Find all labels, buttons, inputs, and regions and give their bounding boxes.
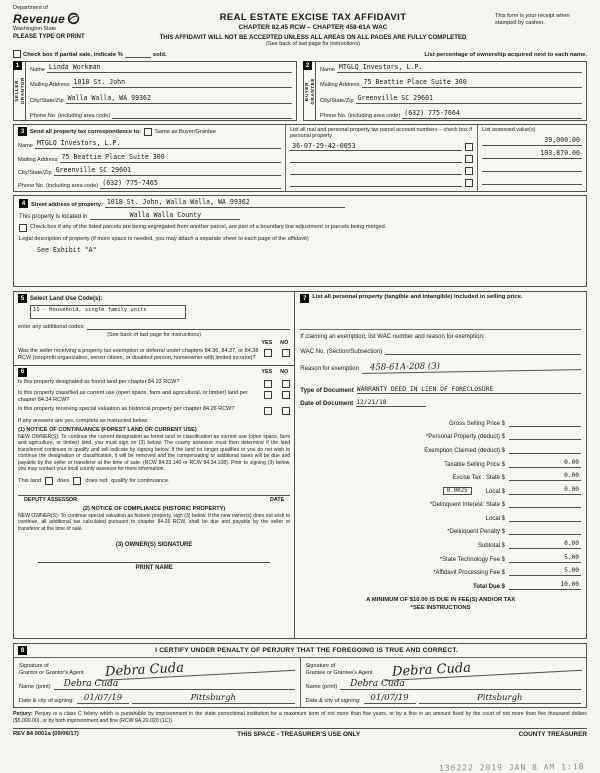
section-6-badge: 6 [18, 368, 27, 377]
wac-label: WAC No. (Section/Subsection) [300, 349, 383, 356]
grantee-name-print-field[interactable]: Debra Cuda [340, 679, 581, 690]
subtotal-label: Subtotal $ [477, 543, 505, 550]
personal-property-checkbox-4[interactable] [465, 179, 473, 187]
does-checkbox[interactable] [45, 477, 53, 485]
excise-tax-state-field[interactable]: 0.00 [509, 472, 581, 481]
county-treasurer-label: COUNTY TREASURER [518, 730, 587, 738]
grantor-name-print-label: Name (print) [19, 684, 51, 691]
parcel-number-field[interactable] [290, 167, 462, 175]
assessed-value-field[interactable] [482, 176, 582, 185]
buyer-address-field[interactable]: 75 Beattie Place Suite 300 [362, 79, 583, 88]
seller-phone-label: Phone No. (including area code) [30, 113, 111, 120]
see-back-note-2: (See back of last page for instructions) [107, 332, 202, 339]
delinquent-interest-state-label: *Delinquent Interest: State $ [429, 502, 505, 509]
partial-sale-checkbox[interactable] [13, 50, 21, 58]
corr-name-label: Name [18, 143, 33, 150]
seller-section [13, 61, 297, 121]
subtotal-field[interactable]: 0.00 [509, 540, 581, 549]
forest-land-section [14, 366, 294, 638]
this-land-label: This land [18, 477, 42, 484]
buyer-phone-field[interactable]: (632) 775-7664 [402, 110, 582, 119]
section-5-badge: 5 [18, 294, 27, 303]
assessed-values-header: List assessed value(s) [482, 127, 536, 134]
personal-property-checkbox-1[interactable] [465, 143, 473, 151]
qualify-label: qualify for continuance. [111, 477, 170, 484]
doc-date-field[interactable]: 12/21/18 [356, 399, 426, 407]
doc-date-label: Date of Document [300, 400, 354, 408]
grantor-signature-block [14, 658, 300, 707]
corr-address-label: Mailing Address [18, 156, 58, 163]
notice-compliance-body: NEW OWNER(S): To continue special valuation as historic property, sign (3) below. If the new owner(s) does not wish to continue, all additional tax calculated pursuant to chapter 84.26 RCW, shall be due and payable by the seller or transferor at the time of sale. [18, 512, 291, 532]
assessed-value-field[interactable]: 103,870.00 [482, 150, 582, 159]
deferral-yes-checkbox[interactable] [264, 349, 272, 357]
corr-phone-label: Phone No. (including area code) [18, 183, 99, 190]
grantor-sig-label-2: Grantor or Grantor's Agent [19, 669, 84, 676]
same-as-buyer-checkbox[interactable] [144, 128, 152, 136]
perjury-text: Perjury is a class C felony which is punishable by imprisonment in the state correctional institution for a maximum term of not more than five years, or by a fine in an amount fixed by the court of not more than five thousand dollars ($5,000.00), or by both imprisonment and fine (RCW 9A.20.020 (1C)). [13, 711, 587, 724]
parcel-number-field[interactable]: 36-07-29-42-0053 [290, 143, 462, 151]
date-label: DATE [269, 496, 285, 503]
parcel-header: List all real and personal property tax parcel account numbers – check box if personal property [290, 127, 472, 140]
personal-property-checkbox-3[interactable] [465, 167, 473, 175]
buyer-phone-label: Phone No. (including area code) [320, 113, 401, 120]
seller-name-label: Name [30, 67, 45, 74]
does-not-checkbox[interactable] [73, 477, 81, 485]
seller-address-field[interactable]: 1018 St. John [72, 79, 293, 88]
buyer-citystatezip-label: City/State/Zip [320, 97, 354, 104]
land-use-title: Select Land Use Code(s): [30, 295, 103, 302]
deputy-assessor-label: DEPUTY ASSESSOR [24, 496, 78, 503]
taxable-selling-price-field[interactable]: 0.00 [509, 459, 581, 468]
seller-citystatezip-label: City/State/Zip [30, 97, 64, 104]
personal-property-label: List all personal property (tangible and intangible) included in selling price. [312, 294, 523, 301]
seller-side-label: SELLER GRANTOR [14, 62, 26, 120]
no-header-2: NO [280, 369, 289, 376]
grantee-name-print-label: Name (print) [305, 684, 338, 691]
exemption-claimed-label: Exemption Claimed (deduct) $ [424, 447, 505, 454]
personal-property-deduct-field[interactable] [509, 431, 581, 440]
section-7-badge: 7 [300, 294, 309, 303]
grantee-signature[interactable]: Debra Cuda [383, 655, 581, 681]
deferral-no-checkbox[interactable] [282, 349, 290, 357]
partial-sale-percent-field[interactable] [125, 50, 151, 58]
section-1-badge: 1 [13, 61, 22, 70]
property-address-section [13, 195, 587, 287]
grantor-signature[interactable]: Debra Cuda [97, 655, 295, 681]
historic-no-checkbox[interactable] [282, 407, 290, 415]
minimum-due-note: A MINIMUM OF $10.00 IS DUE IN FEE(S) AND/OR TAX [366, 596, 516, 603]
grantor-date-field[interactable]: 01/07/19 [77, 693, 129, 704]
additional-codes-field[interactable] [87, 322, 290, 330]
buyer-name-field[interactable]: MTGLQ Investors, L.P. [337, 64, 582, 73]
logo-dept-line: Department of [13, 5, 48, 11]
logo-state-line: Washington State [13, 26, 57, 33]
buyer-name-label: Name [320, 67, 335, 74]
land-use-section [14, 292, 294, 366]
buyer-citystatezip-field[interactable]: Greenville SC 29601 [356, 95, 582, 104]
county-field[interactable]: Walla Walla County [90, 211, 240, 220]
no-header: NO [280, 340, 289, 347]
form-subtitle: CHAPTER 82.45 RCW – CHAPTER 458-61A WAC [238, 24, 388, 31]
grantee-sig-label-2: Grantee or Grantee's Agent [305, 669, 373, 676]
corr-citystatezip-field[interactable]: Greenville SC 29601 [54, 167, 282, 176]
affidavit-processing-fee-field[interactable]: 5.00 [509, 567, 581, 576]
land-use-code-field[interactable]: 11 - Household, single family units [30, 305, 186, 319]
doc-type-label: Type of Document [300, 387, 354, 395]
same-as-buyer-label: Same as Buyer/Grantee [154, 128, 216, 135]
certification-section [13, 643, 587, 708]
tax-correspondence-section [13, 124, 587, 192]
forest-land-question: Is this property designated as forest land per chapter 84.33 RCW? [18, 378, 180, 385]
notice-continuance-body: NEW OWNER(S): To continue the current designation as forest land or classification as current use (open space, farm and agriculture, or timber) land, you must sign on (3) below. The county assessor must then determine if the land transferred continues to qualify and will indicate by signing below. If the land no longer qualifies or you do not wish to continue the designation or classification, it will be removed and the compensating or additional taxes will be due and payable by the seller or transferor at the time of sale. (RCW 84.33.140 or RCW 84.34.108). Prior to signing (3) below, you may contact your local county assessor for more information. [18, 433, 291, 473]
delinquent-interest-state-field[interactable] [509, 499, 581, 508]
notice-compliance-title: (2) NOTICE OF COMPLIANCE (HISTORIC PROPERTY) [83, 505, 226, 512]
doc-type-field[interactable]: WARRANTY DEED IN LIEN OF FORECLOSURE [357, 386, 581, 394]
affidavit-processing-fee-label: *Affidavit Processing Fee $ [433, 570, 505, 577]
buyer-section [303, 61, 587, 121]
segregated-label: Check box if any of the listed parcels are being segregated from another parcel, are part of a boundary line adjustment or parcels being merged. [30, 224, 387, 231]
section-2-badge: 2 [303, 61, 312, 70]
gross-selling-price-field[interactable] [509, 418, 581, 427]
reason-field[interactable]: 458-61A-208 (3) [362, 359, 581, 374]
historic-question: Is this property receiving special valuation as historical property per chapter 84.26 RCW? [18, 405, 235, 412]
assessed-value-field[interactable] [482, 163, 582, 172]
state-technology-fee-field[interactable]: 5.00 [509, 554, 581, 563]
seller-address-label: Mailing Address [30, 82, 70, 89]
state-technology-fee-label: *State Technology Fee $ [439, 556, 505, 563]
personal-property-checkbox-2[interactable] [465, 155, 473, 163]
corr-name-field[interactable]: MTGLQ Investors, L.P. [35, 140, 281, 149]
grantee-date-field[interactable]: 01/07/19 [364, 693, 416, 704]
corr-phone-field[interactable]: (632) 775-7465 [100, 180, 281, 189]
legal-description-label: Legal description of property (if more space is needed, you may attach a separate sheet to each page of the affidavit) [19, 236, 309, 243]
located-in-label: This property is located in [19, 214, 88, 221]
perjury-statement [13, 711, 587, 725]
total-due-label: Total Due $ [473, 583, 505, 590]
historic-yes-checkbox[interactable] [264, 407, 272, 415]
local-tax-label: Local $ [485, 488, 505, 495]
notice-continuance-title: (1) NOTICE OF CONTINUANCE (FOREST LAND OR CURRENT USE) [18, 426, 197, 433]
certify-statement: I CERTIFY UNDER PENALTY OF PERJURY THAT THE FOREGOING IS TRUE AND CORRECT. [155, 647, 458, 655]
warning-line: THIS AFFIDAVIT WILL NOT BE ACCEPTED UNLESS ALL AREAS ON ALL PAGES ARE FULLY COMPLETED [159, 34, 467, 42]
legal-description-value[interactable]: See Exhibit "A" [37, 246, 97, 255]
if-yes-note: If any answers are yes, complete as instructed below. [18, 417, 149, 424]
exemption-claimed-field[interactable] [509, 445, 581, 454]
current-use-no-checkbox[interactable] [282, 391, 290, 399]
current-use-yes-checkbox[interactable] [264, 391, 272, 399]
section-8-badge: 8 [18, 646, 27, 655]
partial-sale-label: Check box if partial sale, indicate % [23, 52, 123, 59]
owners-signature-label: (3) OWNER(S) SIGNATURE [115, 542, 193, 549]
wac-number-field[interactable] [385, 346, 581, 355]
seller-citystatezip-field[interactable]: Walla Walla, WA 99362 [66, 95, 292, 104]
partial-sale-row [13, 50, 587, 58]
assessed-value-field[interactable]: 39,000.00 [482, 137, 582, 146]
personal-property-deduct-label: *Personal Property (deduct) $ [425, 434, 505, 441]
corr-citystatezip-label: City/State/Zip [18, 169, 52, 176]
partial-sale-suffix: sold. [152, 52, 167, 59]
buyer-side-label: BUYER GRANTEE [304, 62, 316, 120]
delinquent-interest-local-label: Local $ [485, 515, 505, 522]
segregated-checkbox[interactable] [19, 224, 27, 232]
grantor-city-field[interactable]: Pittsburgh [132, 693, 294, 704]
form-number: REV 84 0001a (09/06/17) [13, 730, 79, 737]
seller-phone-field[interactable] [112, 110, 292, 119]
total-due-field[interactable]: 10.00 [509, 581, 581, 590]
street-address-field[interactable]: 1018 St. John, Walla Walla, WA 99362 [105, 199, 345, 208]
grantor-date-city-label: Date & city of signing: [19, 698, 75, 705]
does-not-label: does not [85, 477, 108, 484]
see-back-note: (See back of last page for instructions) [266, 41, 360, 48]
delinquent-penalty-label: *Delinquent Penalty $ [447, 529, 505, 536]
seller-name-field[interactable]: Linda Workman [47, 64, 292, 73]
revenue-logo [13, 6, 131, 33]
local-tax-field[interactable]: 0.00 [509, 486, 581, 495]
additional-codes-label: enter any additional codes: [18, 324, 85, 331]
grantee-city-field[interactable]: Pittsburgh [419, 693, 581, 704]
yes-header-2: YES [261, 369, 273, 376]
perjury-label: Perjury: [13, 711, 33, 718]
forest-no-checkbox[interactable] [282, 380, 290, 388]
taxable-selling-price-label: Taxable Selling Price $ [444, 461, 505, 468]
current-use-question: Is this property classified as current use (open space, farm and agricultural, or timber) land per chapter 84.34 RCW? [18, 389, 248, 403]
gross-selling-price-label: Gross Selling Price $ [448, 420, 505, 427]
footer [13, 728, 587, 738]
grantee-signature-block [300, 658, 587, 707]
yes-header: YES [261, 340, 273, 347]
ownership-note: List percentage of ownership acquired next to each name. [424, 52, 587, 59]
see-instructions-note: *SEE INSTRUCTIONS [410, 604, 471, 611]
forest-yes-checkbox[interactable] [264, 380, 272, 388]
street-address-label: Street address of property: [31, 202, 103, 209]
exemption-intro: If claiming an exemption, list WAC number and reason for exemption: [300, 329, 581, 340]
treasurer-space-label: THIS SPACE - TREASURER'S USE ONLY [237, 730, 361, 738]
revenue-logo-icon [67, 12, 80, 28]
treasurer-stamp: 136222 2019 JAN 8 AM 1:18 [438, 762, 585, 773]
delinquent-penalty-field[interactable] [509, 526, 581, 535]
parcel-number-field[interactable] [290, 179, 462, 187]
reason-label: Reason for exemption [300, 366, 359, 373]
excise-tax-state-label: Excise Tax : State $ [452, 475, 505, 482]
print-name-label: PRINT NAME [38, 562, 270, 571]
deferral-question: Was the seller receiving a property tax exemption or deferral under chapters 84.36, 84.37, or 84.38 RCW (nonprofit organization, senior citizen, or disabled person, homeowner with limited income)? [18, 348, 259, 361]
grantee-sig-label-1: Signature of [305, 662, 336, 669]
deputy-assessor-signature-line[interactable] [18, 495, 290, 496]
corr-address-field[interactable]: 75 Beattie Place Suite 300 [60, 154, 282, 163]
tax-computation-section [295, 292, 586, 638]
form-title: REAL ESTATE EXCISE TAX AFFIDAVIT [219, 12, 407, 23]
does-label: does [57, 477, 70, 484]
send-correspondence-label: Send all property tax correspondence to: [30, 128, 141, 135]
logo-revenue-line: Revenue [13, 12, 131, 28]
grantor-name-print-field[interactable]: Debra Cuda [54, 679, 295, 690]
delinquent-interest-local-field[interactable] [509, 513, 581, 522]
local-rate-box: 0.0025 [443, 487, 472, 495]
buyer-address-label: Mailing Address [320, 82, 360, 89]
header [13, 6, 587, 33]
receipt-note: This form is your receipt when stamped by cashier. [495, 13, 570, 26]
section-4-badge: 4 [19, 199, 28, 208]
grantor-sig-label-1: Signature of [19, 662, 49, 669]
parcel-number-field[interactable] [290, 155, 462, 163]
please-type-label: PLEASE TYPE OR PRINT [13, 34, 85, 41]
grantee-date-city-label: Date & city of signing: [305, 698, 361, 705]
section-3-badge: 3 [18, 127, 27, 136]
